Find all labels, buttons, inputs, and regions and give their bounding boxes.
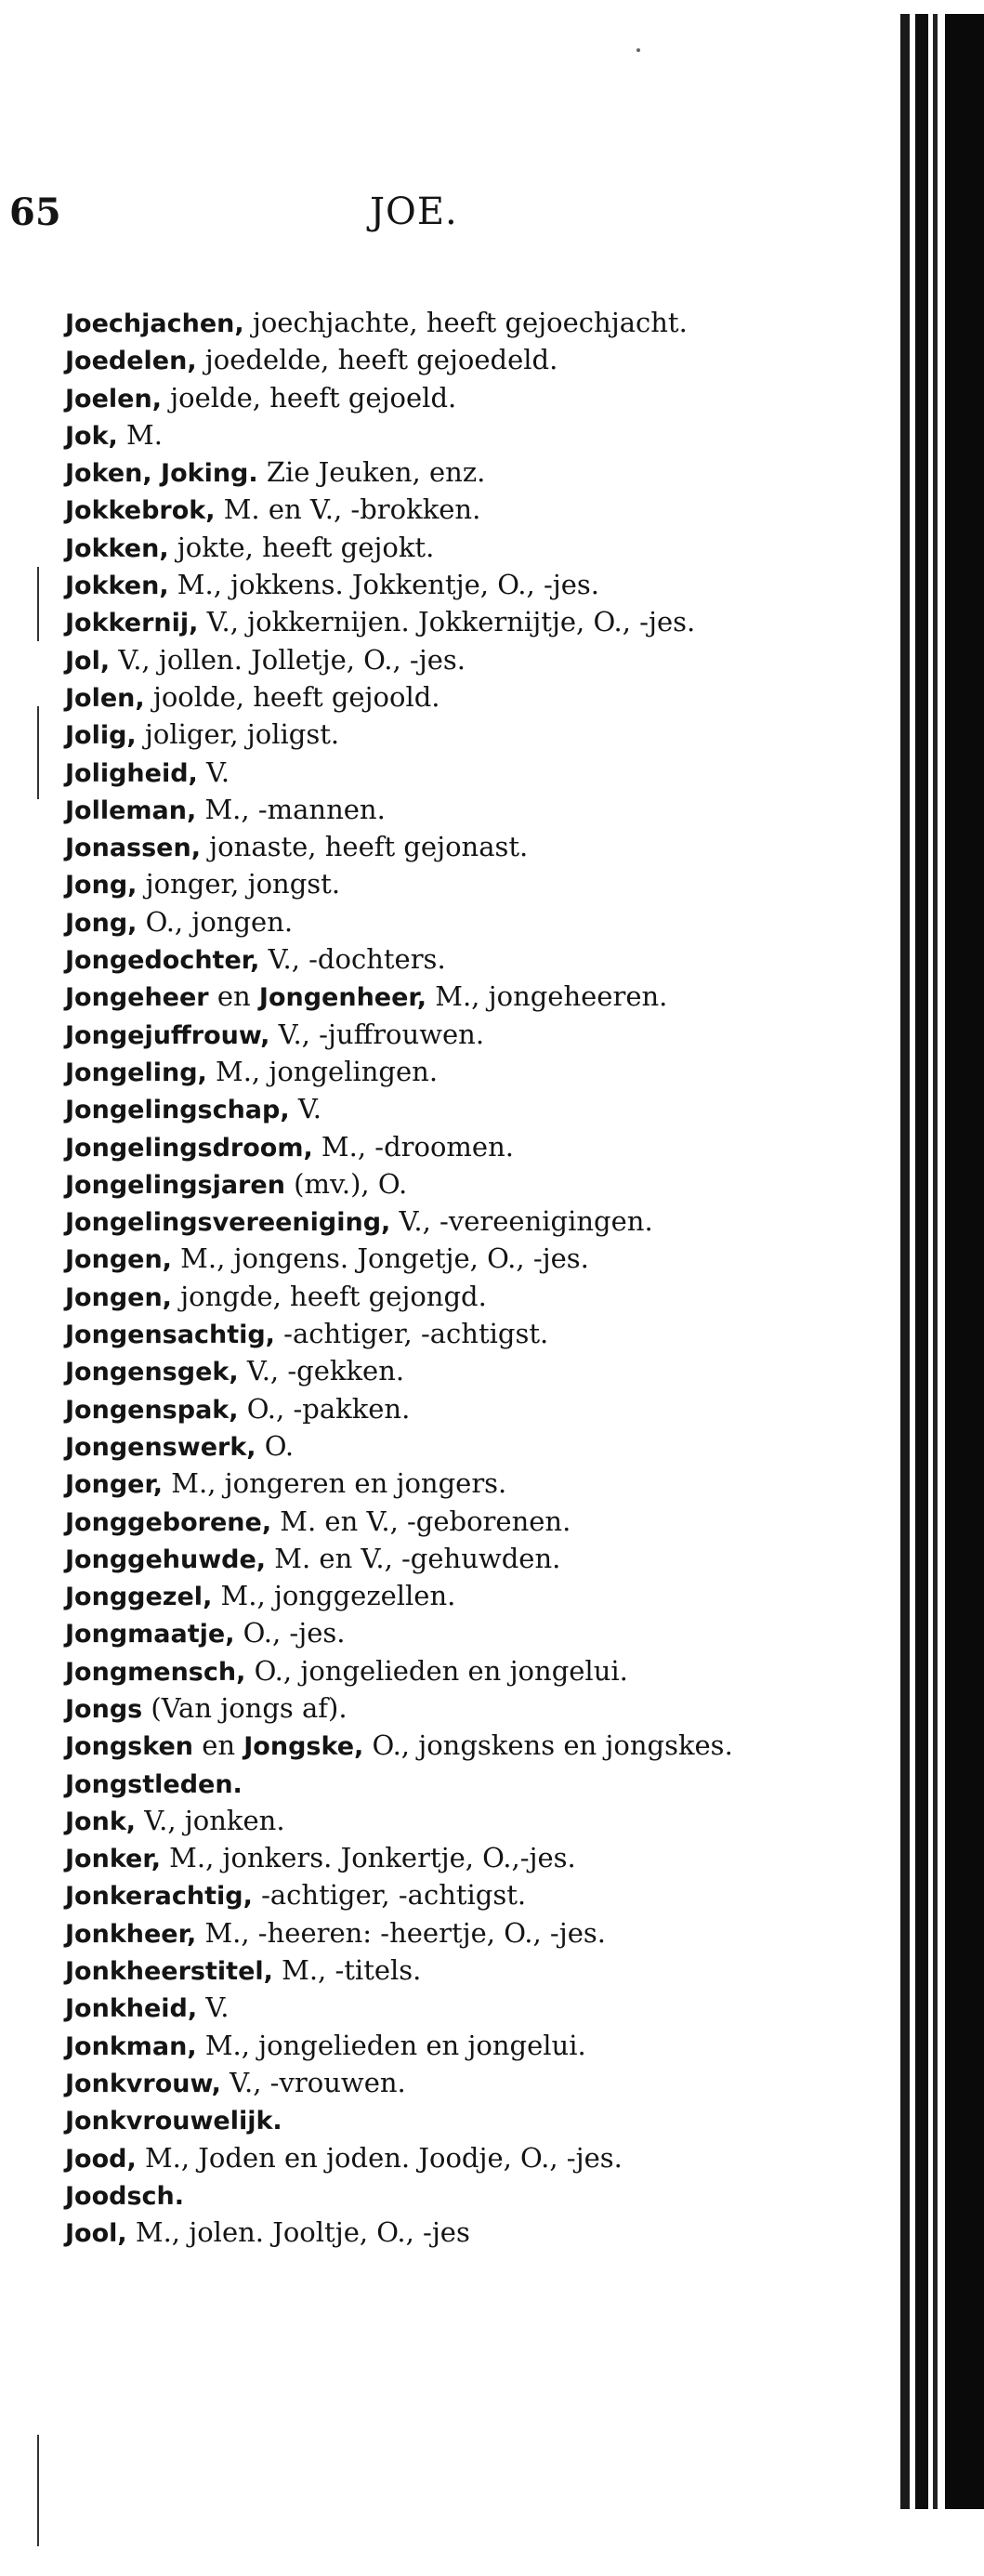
entry-definition: M., jongens. Jongetje, O., -jes. [171, 1242, 589, 1275]
book-edge-shadow [900, 14, 984, 2509]
dictionary-entry [65, 2028, 739, 2065]
entry-definition: -achtiger, -achtigst. [252, 1879, 527, 1912]
dictionary-entry [65, 1316, 739, 1353]
dictionary-entry [65, 941, 739, 979]
entry-definition: M., jongeheeren. [426, 980, 668, 1013]
entry-definition: V., jokkernijen. Jokkernijtje, O., -jes. [198, 606, 696, 638]
entry-definition: V. [289, 1093, 321, 1125]
entry-definition: Zie Jeuken, enz. [257, 456, 486, 489]
entry-definition: O. [256, 1429, 295, 1462]
dictionary-entry [65, 1840, 739, 1877]
margin-mark [37, 706, 39, 799]
entry-headword: Jongelingschap, [65, 1096, 290, 1125]
page-number: 65 [9, 191, 61, 234]
dictionary-entry [65, 1690, 739, 1728]
dictionary-entry [65, 1203, 739, 1241]
dictionary-entry [65, 1091, 739, 1128]
entry-headword: Jongmensch, [65, 1657, 246, 1687]
entry-definition: jonaste, heeft gejonast. [200, 831, 529, 863]
margin-mark [37, 2435, 39, 2546]
dictionary-entry [65, 530, 739, 567]
entry-headword: Jongstleden. [65, 1769, 243, 1799]
dictionary-entry [65, 1952, 739, 1990]
entry-definition: V., -gekken. [238, 1355, 405, 1387]
entry-headword: Jonker, [65, 1845, 161, 1874]
dictionary-entry [65, 380, 739, 417]
page-header [0, 191, 836, 246]
dictionary-entry [65, 2215, 739, 2252]
entry-definition: M. en V., -geborenen. [271, 1505, 571, 1537]
entry-definition: jonger, jongst. [137, 868, 341, 900]
entry-headword: Jong, [65, 871, 138, 900]
entry-definition: V., jollen. Jolletje, O., -jes. [110, 643, 466, 676]
entry-definition: M., -titels. [272, 1954, 422, 1987]
entry-definition: M., jolen. Jooltje, O., -jes [126, 2216, 470, 2249]
entry-headword: Jolig, [65, 721, 137, 751]
entry-definition: (Van jongs af). [142, 1691, 348, 1724]
entry-definition: M., -droomen. [312, 1130, 514, 1163]
entry-headword: Joedelen, [65, 347, 197, 376]
entry-headword: Joechjachen, [65, 309, 244, 338]
dictionary-entry [65, 1129, 739, 1166]
dictionary-entry [65, 792, 739, 829]
entry-headword: Jonkman, [65, 2031, 197, 2061]
entry-definition: (mv.), O. [284, 1167, 408, 1200]
entry-headword: Jongenspak, [65, 1395, 239, 1425]
dictionary-entry [65, 604, 739, 641]
entry-headword: Jonkheid, [65, 1994, 198, 2024]
entry-headword: Jonassen, [65, 834, 201, 863]
dictionary-entry [65, 1017, 739, 1054]
entry-headword: Jonkvrouwelijk. [65, 2107, 282, 2136]
entry-connector: en [192, 1729, 244, 1762]
dictionary-entry [65, 904, 739, 941]
entry-headword: Jood, [65, 2144, 137, 2174]
dictionary-entry [65, 1504, 739, 1541]
dictionary-entry [65, 1241, 739, 1278]
entry-headword: Jongsken [65, 1732, 193, 1762]
entry-headword-variant: Jongske, [243, 1732, 364, 1762]
entry-definition: M., jongelingen. [206, 1055, 439, 1087]
dictionary-entry [65, 567, 739, 604]
margin-mark [37, 567, 39, 641]
entry-definition: jongde, heeft gejongd. [171, 1280, 487, 1312]
entry-definition: joliger, joligst. [136, 718, 340, 751]
entry-headword: Jolleman, [65, 795, 197, 825]
entry-headword: Jonger, [65, 1470, 164, 1500]
dictionary-entry [65, 1803, 739, 1840]
entry-headword-variant: Jongenheer, [258, 983, 427, 1013]
entry-definition: M., jokkens. Jokkentje, O., -jes. [168, 569, 599, 601]
dictionary-entry [65, 979, 739, 1016]
entry-headword: Jongen, [65, 1245, 172, 1275]
dictionary-entry [65, 1766, 739, 1803]
entry-definition: joolde, heeft gejoold. [144, 680, 440, 713]
entry-headword: Jonkerachtig, [65, 1882, 253, 1912]
dictionary-entry [65, 2140, 739, 2177]
entry-headword: Jongelingsdroom, [65, 1133, 313, 1163]
entry-headword: Jonggehuwde, [65, 1544, 267, 1574]
entry-definition: M., jonggezellen. [212, 1580, 456, 1612]
entry-definition: O., jongskens en jongskes. [363, 1729, 733, 1762]
entry-definition: M., Joden en joden. Joodje, O., -jes. [136, 2141, 623, 2174]
dictionary-entry [65, 342, 739, 379]
entry-definition: V., -dochters. [259, 943, 446, 976]
entry-headword: Jonk, [65, 1807, 137, 1836]
entry-connector: en [208, 980, 259, 1013]
entry-definition: O., jongelieden en jongelui. [245, 1654, 628, 1687]
dictionary-entry [65, 1990, 739, 2027]
entry-definition: V. [197, 756, 230, 788]
entry-headword: Jongelingsjaren [65, 1170, 285, 1200]
entry-headword: Jokken, [65, 572, 169, 601]
entry-headword: Jol, [65, 646, 111, 676]
entry-definition: M., jongelieden en jongelui. [196, 2029, 586, 2061]
entry-headword: Jonkvrouw, [65, 2069, 221, 2098]
dictionary-entry [65, 1615, 739, 1652]
dictionary-entry [65, 829, 739, 866]
dictionary-entry [65, 1653, 739, 1690]
dictionary-entry [65, 866, 739, 903]
running-title: JOE. [370, 191, 458, 233]
entry-headword: Joelen, [65, 384, 162, 414]
entry-headword: Jongedochter, [65, 946, 260, 976]
entry-definition: M., -mannen. [196, 793, 386, 825]
entry-definition: M. en V., -brokken. [215, 493, 481, 526]
entry-headword: Joken, Joking. [65, 459, 258, 489]
entry-definition: joelde, heeft gejoeld. [161, 381, 457, 414]
dictionary-entry [65, 2065, 739, 2102]
entry-headword: Jong, [65, 908, 138, 938]
dictionary-entries [65, 305, 739, 2252]
dictionary-entry [65, 1465, 739, 1503]
dictionary-entry [65, 1166, 739, 1203]
entry-definition: M., -heeren: -heertje, O., -jes. [196, 1916, 606, 1949]
entry-definition: jokte, heeft gejokt. [168, 531, 435, 563]
entry-headword: Jok, [65, 421, 118, 451]
scan-speck [636, 48, 640, 52]
entry-headword: Jokken, [65, 533, 169, 563]
dictionary-entry [65, 1279, 739, 1316]
entry-definition: V., -vereenigingen. [390, 1205, 653, 1238]
dictionary-entry [65, 454, 739, 492]
entry-headword: Jongelingsvereeniging, [65, 1208, 391, 1238]
dictionary-entry [65, 1391, 739, 1428]
entry-headword: Jongejuffrouw, [65, 1020, 270, 1050]
dictionary-entry [65, 1578, 739, 1615]
entry-definition: -achtiger, -achtigst. [274, 1318, 549, 1350]
entry-headword: Jokkebrok, [65, 496, 216, 526]
dictionary-entry [65, 305, 739, 342]
entry-headword: Jolen, [65, 683, 145, 713]
entry-headword: Jongeling, [65, 1058, 207, 1087]
dictionary-entry [65, 642, 739, 679]
entry-definition: O., -pakken. [238, 1392, 411, 1425]
entry-definition: joechjachte, heeft gejoechjacht. [243, 307, 688, 338]
entry-headword: Jonkheerstitel, [65, 1957, 273, 1987]
dictionary-entry [65, 2177, 739, 2215]
dictionary-entry [65, 1877, 739, 1914]
dictionary-entry [65, 755, 739, 792]
entry-definition: V. [197, 1991, 230, 2024]
entry-definition: M. en V., -gehuwden. [266, 1542, 561, 1574]
entry-headword: Jool, [65, 2219, 127, 2249]
dictionary-entry [65, 1353, 739, 1390]
entry-headword: Jongen, [65, 1282, 172, 1312]
entry-headword: Joodsch. [65, 2181, 185, 2211]
entry-definition: O., jongen. [137, 905, 294, 938]
dictionary-entry [65, 417, 739, 454]
entry-definition: V., -vrouwen. [220, 2066, 406, 2098]
entry-headword: Joligheid, [65, 758, 198, 788]
entry-headword: Jongs [65, 1694, 143, 1724]
dictionary-entry [65, 1728, 739, 1765]
dictionary-entry [65, 1915, 739, 1952]
entry-headword: Jonggeborene, [65, 1507, 272, 1537]
dictionary-entry [65, 716, 739, 754]
dictionary-entry [65, 1541, 739, 1578]
entry-headword: Jonkheer, [65, 1919, 197, 1949]
entry-headword: Jongeheer [65, 983, 209, 1013]
entry-definition: V., jonken. [136, 1804, 285, 1836]
dictionary-entry [65, 1428, 739, 1465]
entry-headword: Jonggezel, [65, 1583, 213, 1612]
entry-headword: Jongenswerk, [65, 1432, 256, 1462]
entry-definition: O., -jes. [234, 1617, 346, 1649]
entry-definition: M., jongeren en jongers. [163, 1467, 507, 1500]
entry-definition: M., jonkers. Jonkertje, O.,-jes. [160, 1842, 576, 1874]
dictionary-entry [65, 492, 739, 529]
entry-definition: joedelde, heeft gejoedeld. [196, 344, 558, 376]
entry-headword: Jongensachtig, [65, 1321, 275, 1350]
entry-headword: Jongensgek, [65, 1358, 239, 1387]
dictionary-entry [65, 679, 739, 716]
entry-definition: V., -juffrouwen. [269, 1018, 485, 1050]
dictionary-entry [65, 2102, 739, 2139]
entry-headword: Jokkernij, [65, 609, 199, 638]
entry-headword: Jongmaatje, [65, 1620, 235, 1649]
dictionary-entry [65, 1054, 739, 1091]
entry-definition: M. [117, 418, 163, 451]
